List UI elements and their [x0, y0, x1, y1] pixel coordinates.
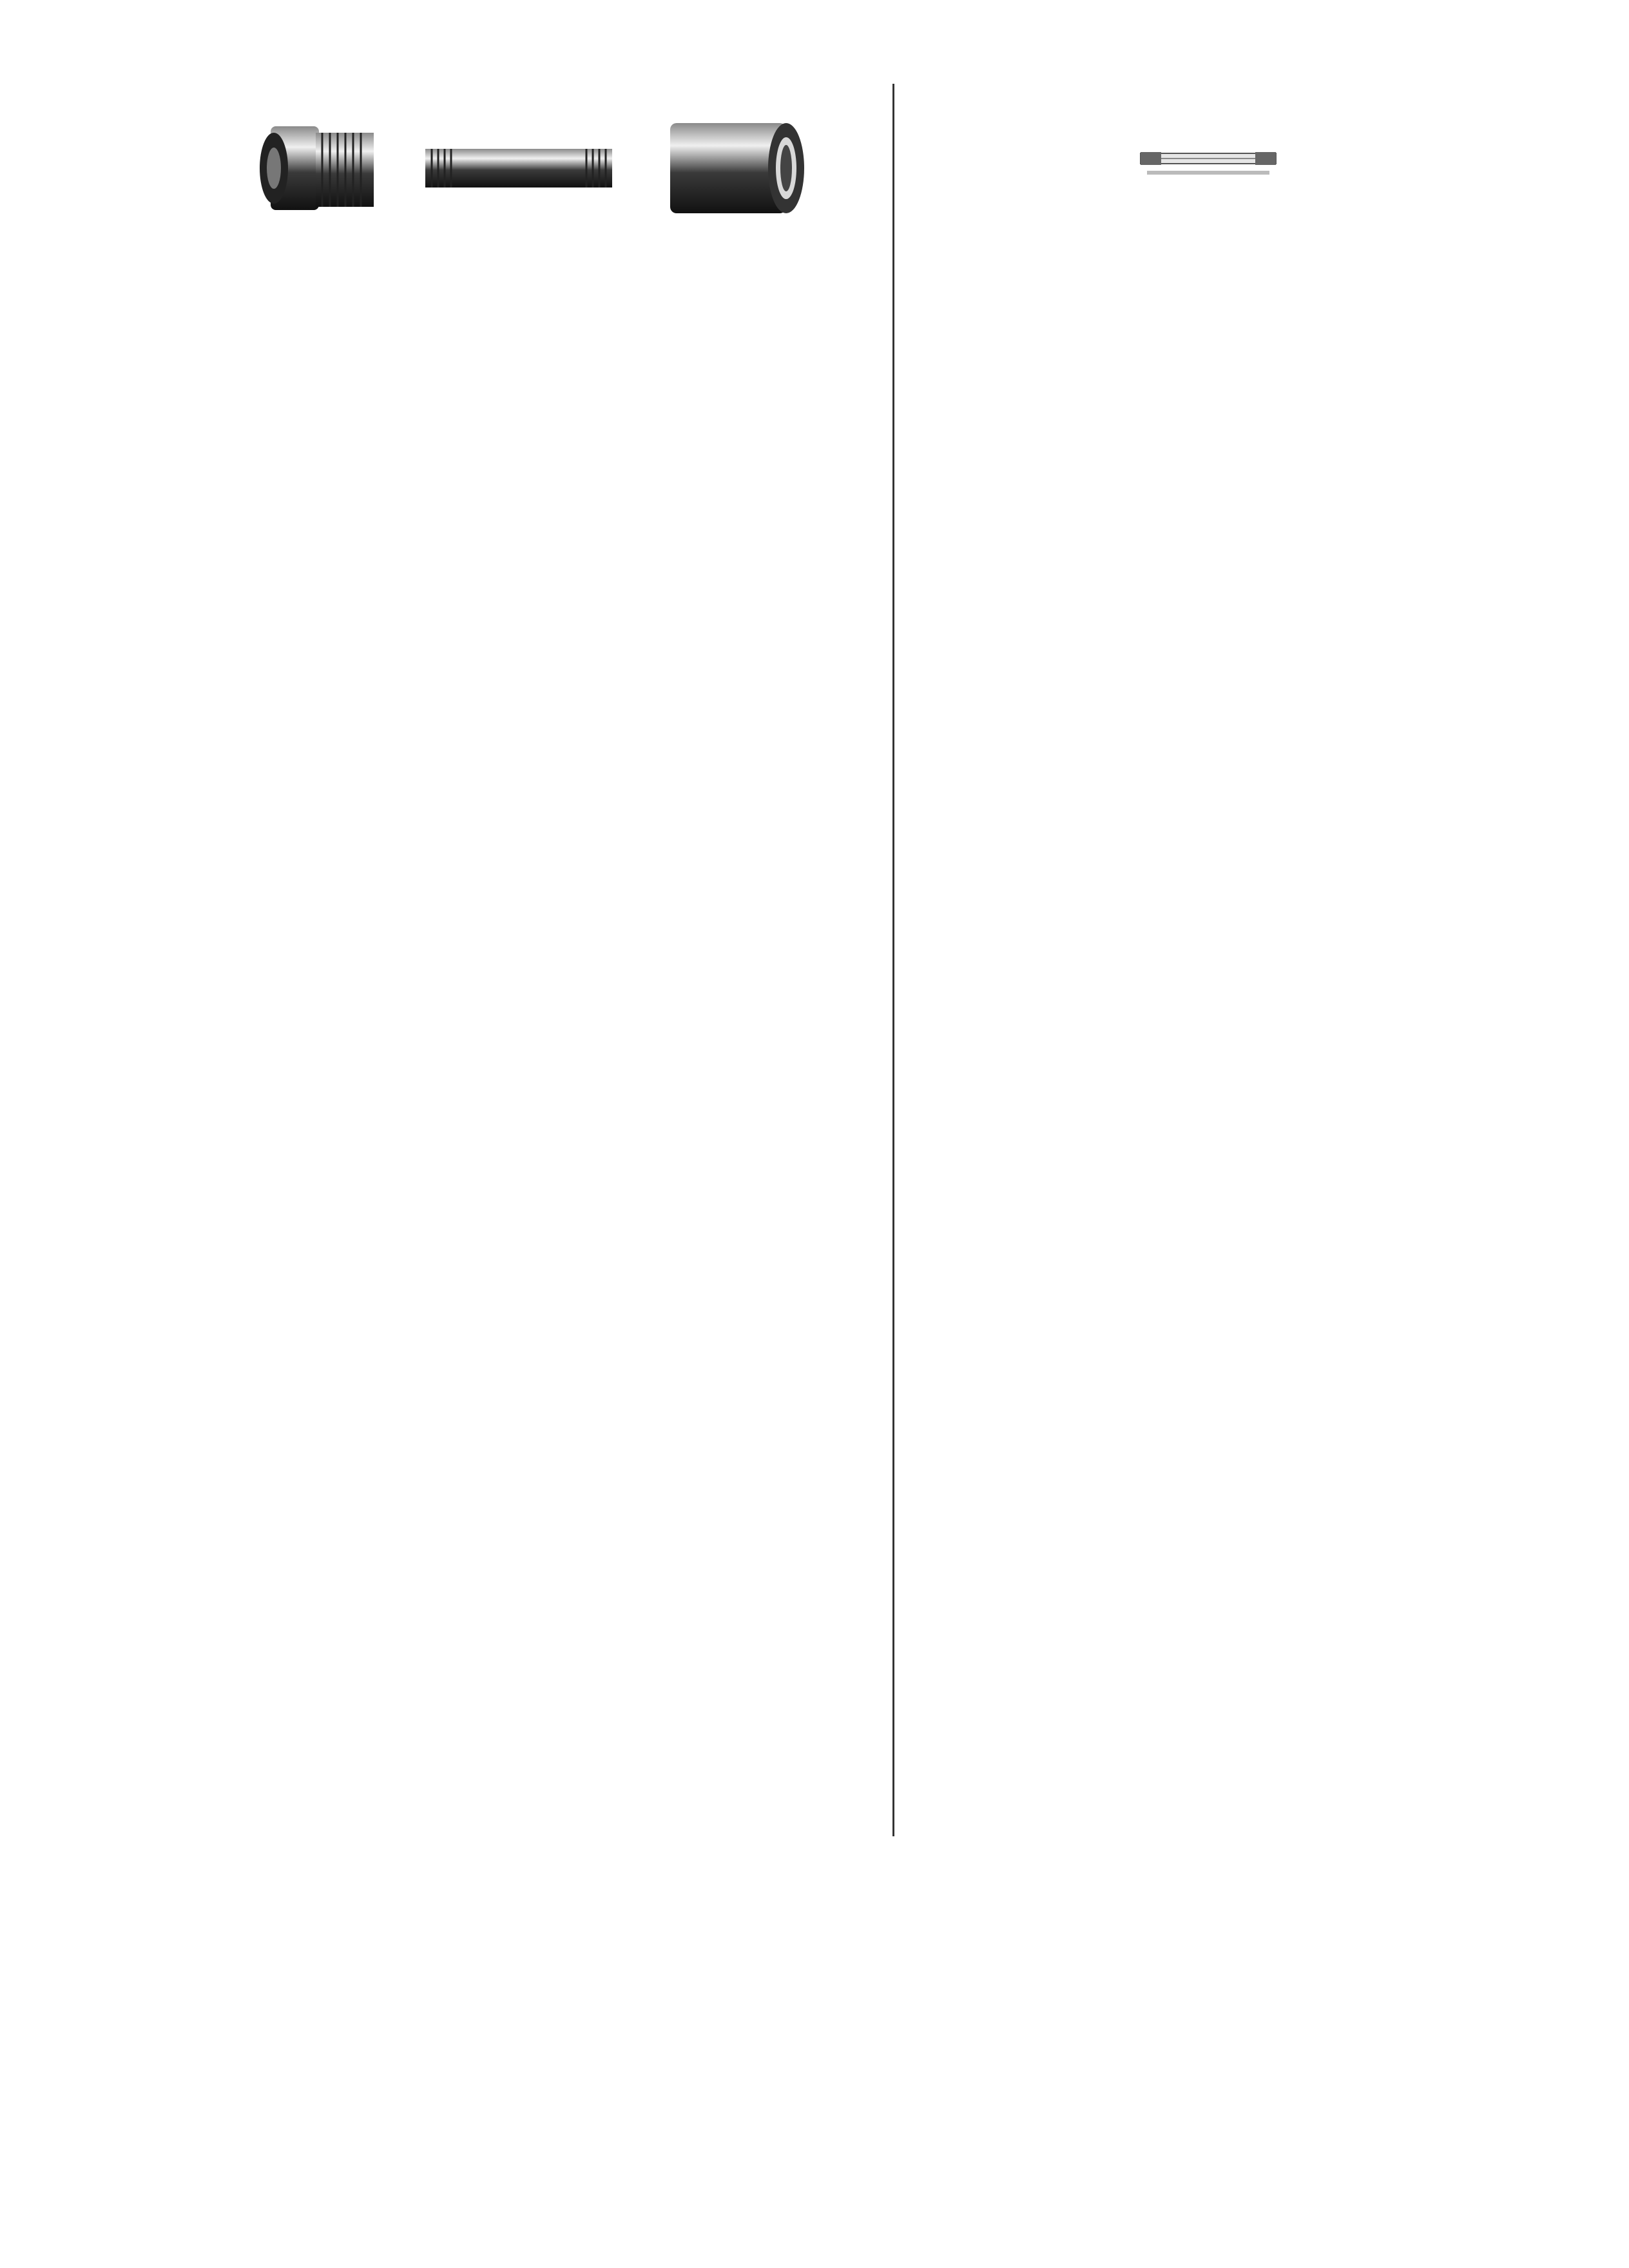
pipe-fittings-illustration: [245, 101, 812, 229]
right-column: [909, 82, 1450, 262]
coupling-image: [670, 123, 804, 213]
fuse-illustration: [909, 118, 1450, 195]
fittings-table-header: [245, 241, 812, 312]
column-divider: [892, 84, 894, 1836]
fittings-photo: [245, 101, 812, 229]
reducing-bushing-image: [260, 126, 374, 210]
fuse-row: [909, 237, 1450, 262]
left-column: [245, 82, 812, 312]
fuse-icon: [909, 118, 1450, 195]
nipple-image: [425, 149, 612, 187]
